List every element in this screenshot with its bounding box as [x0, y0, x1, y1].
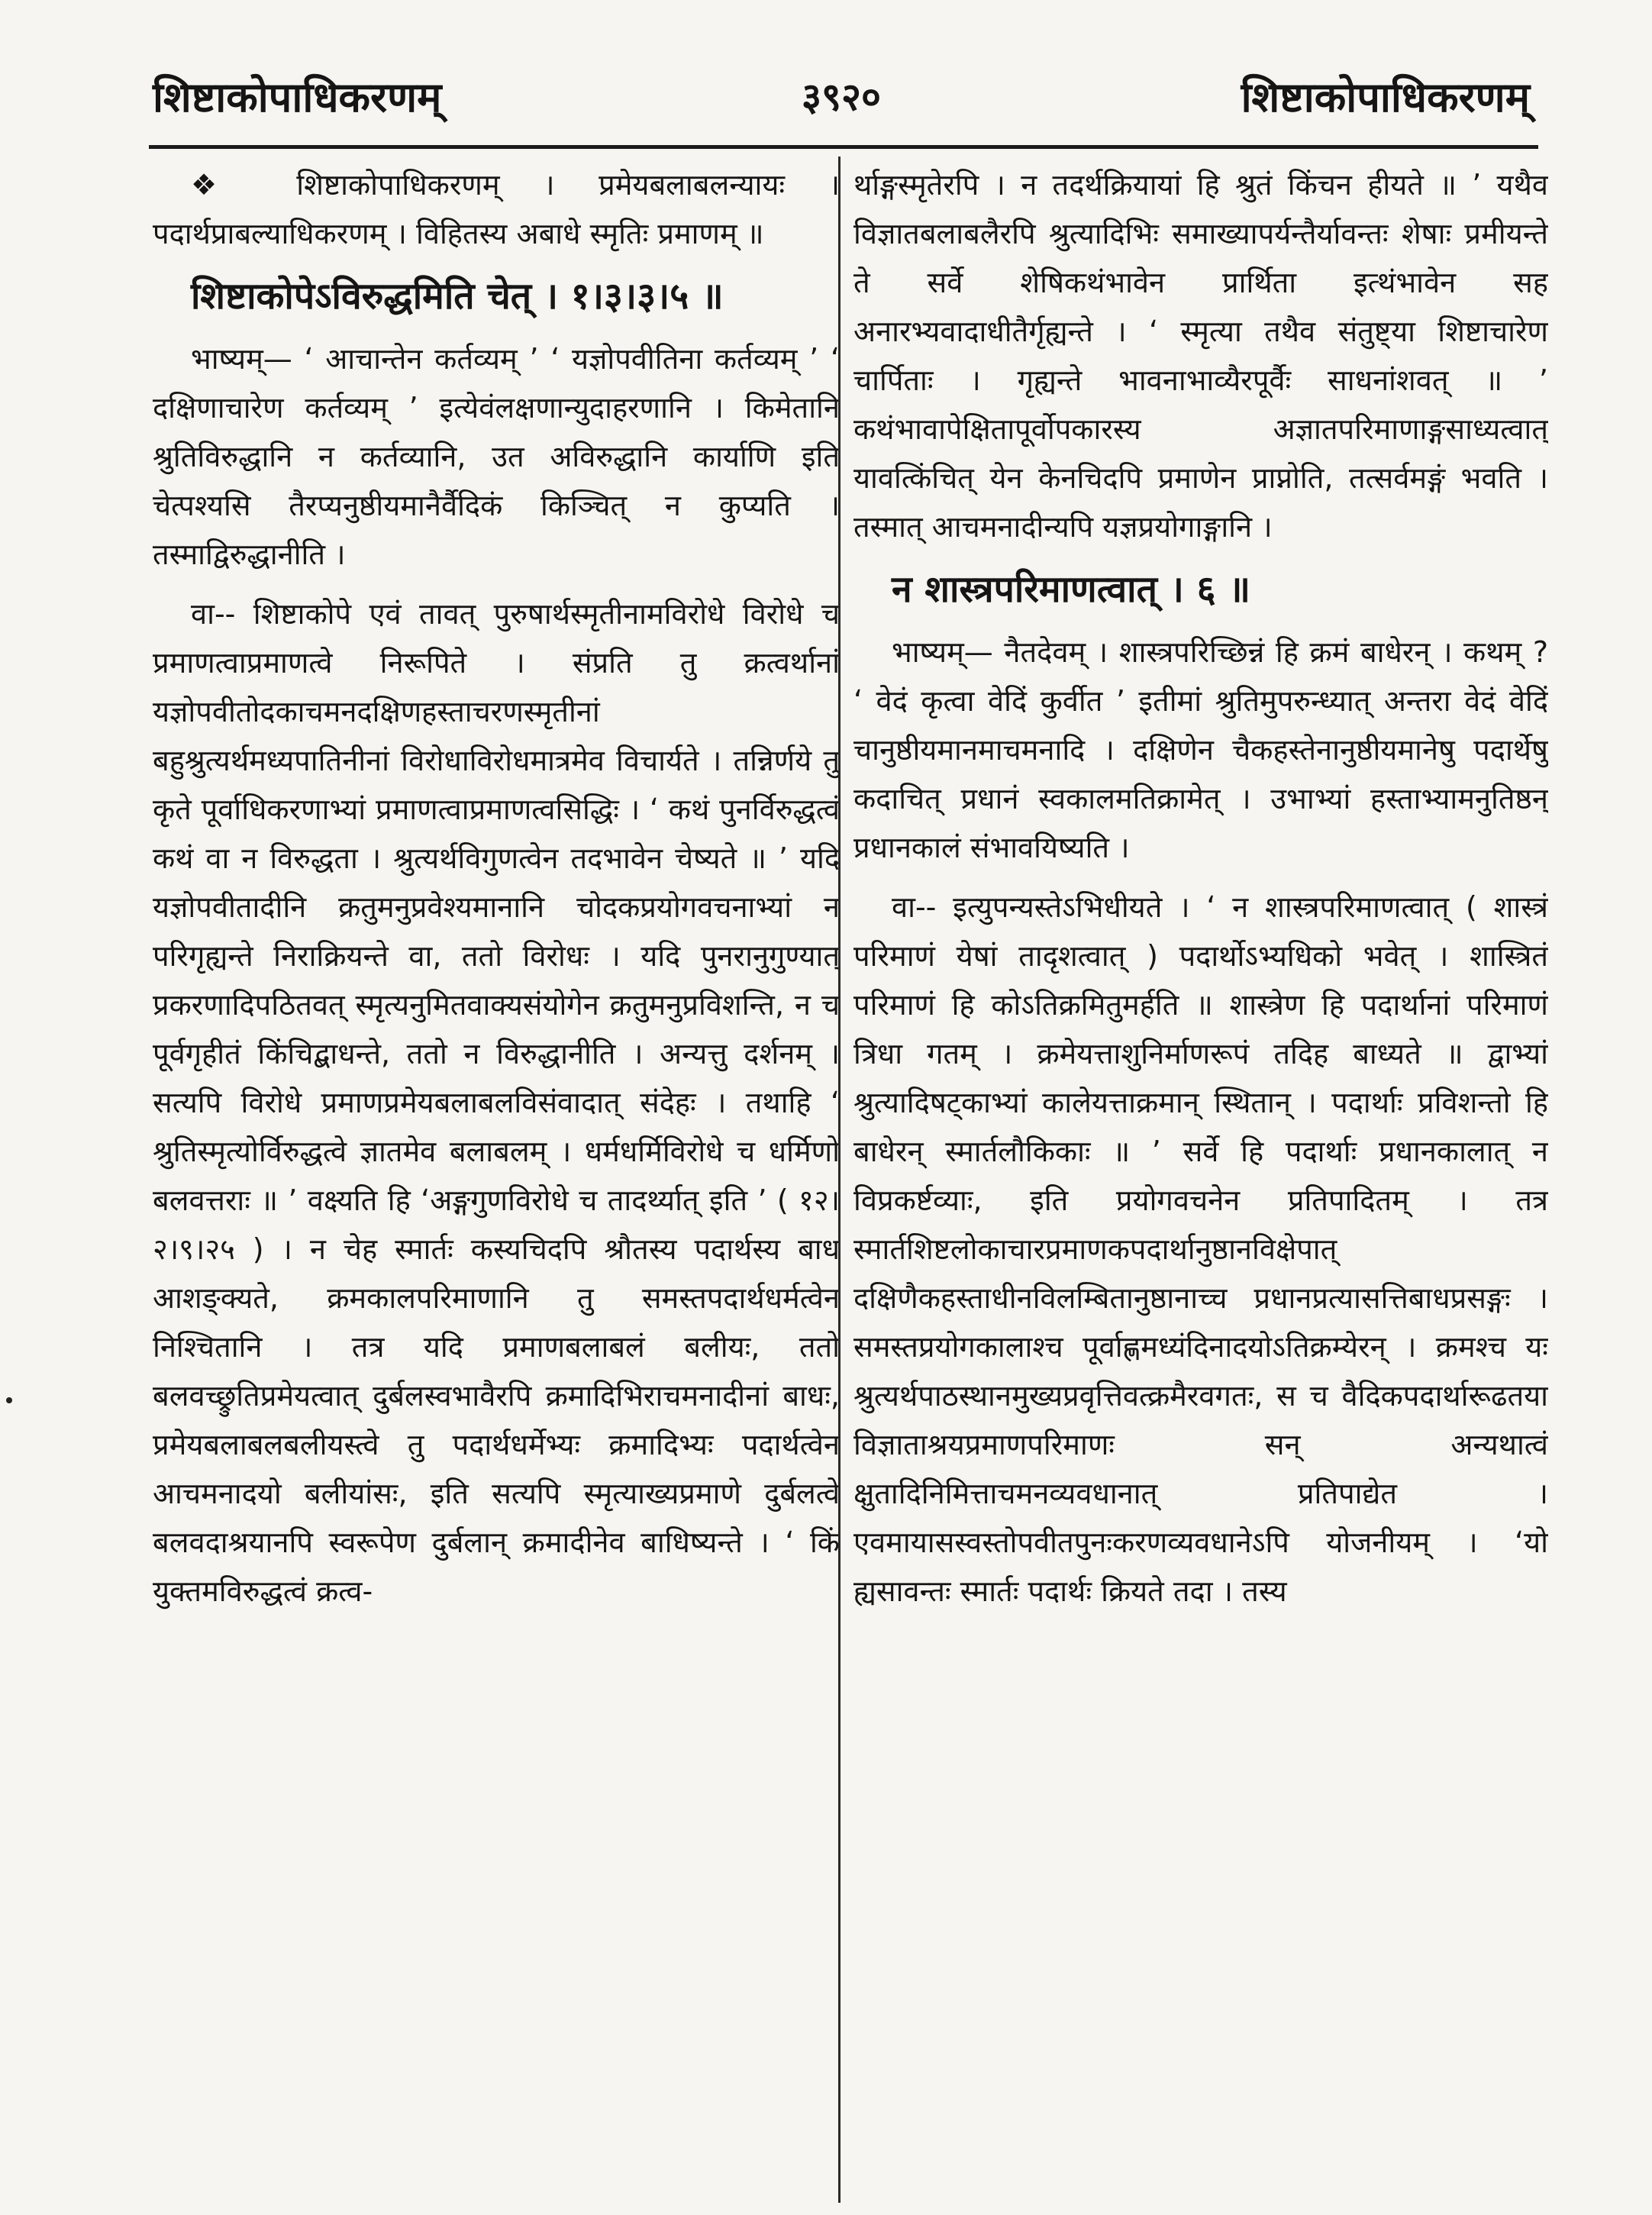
paragraph: भाष्यम्— नैतदेवम् । शास्त्रपरिच्छिन्नं हि क्रमं बाधेरन् । कथम् ? ‘ वेदं कृत्वा वेदिं कुर्वीत ’ इतीमां श्रुतिमुपरुन्ध्यात् अन्तरा वेदं वेदिं चानुष्ठीयमानमाचमनादि । दक्षिणेन चैकहस्तेनानुष्ठीयमानेषु पदार्थेषु कदाचित् प्रधानं स्वकालमतिक्रामेत् । उभाभ्यां हस्ताभ्यामनुतिष्ठन् प्रधानकालं संभावयिष्यति ।	[853, 635, 1548, 864]
sutra-heading: शिष्टाकोपेऽविरुद्धमिति चेत् । १।३।३।५ ॥	[191, 275, 724, 318]
page-header	[153, 61, 1530, 130]
paragraph: ❖ शिष्टाकोपाधिकरणम् । प्रमेयबलाबलन्यायः । पदार्थप्राबल्याधिकरणम् । विहितस्य अबाधे स्मृतिः प्रमाणम् ॥	[153, 168, 840, 250]
right-column	[853, 160, 1548, 2199]
left-column	[153, 160, 840, 2199]
section-mark-icon: ❖	[191, 168, 297, 202]
column-divider	[838, 157, 841, 2203]
paragraph: वा-- इत्युपन्यस्तेऽभिधीयते । ‘ न शास्त्रपरिमाणत्वात् ( शास्त्रं परिमाणं येषां तादृशत्वात् ) पदार्थोऽभ्यधिको भवेत् । शास्त्रितं परिमाणं हि कोऽतिक्रमितुमर्हति ॥ शास्त्रेण हि पदार्थानां परिमाणं त्रिधा गतम् । क्रमेयत्ताशुनिर्माणरूपं तदिह बाध्यते ॥ द्वाभ्यां श्रुत्यादिषट्काभ्यां कालेयत्ताक्रमान् स्थितान् । पदार्थाः प्रविशन्तो हि बाधेरन् स्मार्तलौकिकाः ॥ ’ सर्वे हि पदार्थाः प्रधानकालात् न विप्रकर्ष्टव्याः, इति प्रयोगवचनेन प्रतिपादितम् । तत्र स्मार्तशिष्टलोकाचारप्रमाणकपदार्थानुष्ठानविक्षेपात् दक्षिणैकहस्ताधीनविलम्बितानुष्ठानाच्च प्रधानप्रत्यासत्तिबाधप्रसङ्गः । समस्तप्रयोगकालाश्च पूर्वाह्णमध्यंदिनादयोऽतिक्रम्येरन् । क्रमश्च यः श्रुत्यर्थपाठस्थानमुख्यप्रवृत्तिवत्क्रमैरवगतः, स च वैदिकपदार्थारूढतया विज्ञाताश्रयप्रमाणपरिमाणः सन् अन्यथात्वं क्षुतादिनिमित्ताचमनव्यवधानात् प्रतिपाद्येत । एवमायासस्वस्तोपवीतपुनःकरणव्यवधानेऽपि योजनीयम् । ‘यो ह्यसावन्तः स्मार्तः पदार्थः क्रियते तदा । तस्य	[853, 890, 1548, 1608]
page-number: ३९२०	[802, 75, 881, 119]
paragraph: वा-- शिष्टाकोपे एवं तावत् पुरुषार्थस्मृतीनामविरोधे विरोधे च प्रमाणत्वाप्रमाणत्वे निरूपिते । संप्रति तु क्रत्वर्थानां यज्ञोपवीतोदकाचमनदक्षिणहस्ताचरणस्मृतीनां बहुश्रुत्यर्थमध्यपातिनीनां विरोधाविरोधमात्रमेव विचार्यते । तन्निर्णये तु कृते पूर्वाधिकरणाभ्यां प्रमाणत्वाप्रमाणत्वसिद्धिः । ‘ कथं पुनर्विरुद्धत्वं कथं वा न विरुद्धता । श्रुत्यर्थविगुणत्वेन तदभावेन चेष्यते ॥ ’ यदि यज्ञोपवीतादीनि क्रतुमनुप्रवेश्यमानानि चोदकप्रयोगवचनाभ्यां न परिगृह्यन्ते निराक्रियन्ते वा, ततो विरोधः । यदि पुनरानुगुण्यात् प्रकरणादिपठितवत् स्मृत्यनुमितवाक्यसंयोगेन क्रतुमनुप्रविशन्ति, न च पूर्वगृहीतं किंचिद्बाधन्ते, ततो न विरुद्धानीति । अन्यत्तु दर्शनम् । सत्यपि विरोधे प्रमाणप्रमेयबलाबलविसंवादात् संदेहः । तथाहि ‘ श्रुतिस्मृत्योर्विरुद्धत्वे ज्ञातमेव बलाबलम् । धर्मधर्मिविरोधे च धर्मिणो बलवत्तराः ॥ ’ वक्ष्यति हि ‘अङ्गगुणविरोधे च तादर्थ्यात् इति ’ ( १२।२।९।२५ ) । न चेह स्मार्तः कस्यचिदपि श्रौतस्य पदार्थस्य बाध आशङ्क्यते, क्रमकालपरिमाणानि तु समस्तपदार्थधर्मत्वेन निश्चितानि । तत्र यदि प्रमाणबलाबलं बलीयः, ततो बलवच्छ्रुतिप्रमेयत्वात् दुर्बलस्वभावैरपि क्रमादिभिराचमनादीनां बाधः, प्रमेयबलाबलबलीयस्त्वे तु पदार्थधर्मेभ्यः क्रमादिभ्यः पदार्थत्वेन आचमनादयो बलीयांसः, इति सत्यपि स्मृत्याख्यप्रमाणे दुर्बलत्वे बलवदाश्रयानपि स्वरूपेण दुर्बलान् क्रमादीनेव बाधिष्यन्ते । ‘ किं युक्तमविरुद्धत्वं क्रत्व-	[153, 597, 840, 1608]
margin-mark	[6, 1397, 12, 1403]
sutra-heading: न शास्त्रपरिमाणत्वात् । ६ ॥	[892, 568, 1250, 611]
header-right-title: शिष्टाकोपाधिकरणम्	[1241, 73, 1530, 121]
paragraph: र्थाङ्गस्मृतेरपि । न तदर्थक्रियायां हि श्रुतं किंचन हीयते ॥ ’ यथैव विज्ञातबलाबलैरपि श्रुत्यादिभिः समाख्यापर्यन्तैर्यावन्तः शेषाः प्रमीयन्ते ते सर्वे शेषिकथंभावेन प्रार्थिता इत्थंभावेन सह अनारभ्यवादाधीतैर्गृह्यन्ते । ‘ स्मृत्या तथैव संतुष्ट्या शिष्टाचारेण चार्पिताः । गृह्यन्ते भावनाभाव्यैरपूर्वैः साधनांशवत् ॥ ’ कथंभावापेक्षितापूर्वोपकारस्य अज्ञातपरिमाणाङ्गसाध्यत्वात् यावत्किंचित् येन केनचिदपि प्रमाणेन प्राप्नोति, तत्सर्वमङ्गं भवति । तस्मात् आचमनादीन्यपि यज्ञप्रयोगाङ्गानि ।	[853, 168, 1548, 544]
paragraph: भाष्यम्— ‘ आचान्तेन कर्तव्यम् ’ ‘ यज्ञोपवीतिना कर्तव्यम् ’ ‘ दक्षिणाचारेण कर्तव्यम् ’ इत्येवंलक्षणान्युदाहरणानि । किमेतानि श्रुतिविरुद्धानि न कर्तव्यानि, उत अविरुद्धानि कार्याणि इति चेत्पश्यसि तैरप्यनुष्ठीयमानैर्वैदिकं किञ्चित् न कुप्यति । तस्माद्विरुद्धानीति ।	[153, 342, 840, 571]
header-left-title: शिष्टाकोपाधिकरणम्	[153, 73, 442, 121]
header-rule	[149, 145, 1538, 149]
